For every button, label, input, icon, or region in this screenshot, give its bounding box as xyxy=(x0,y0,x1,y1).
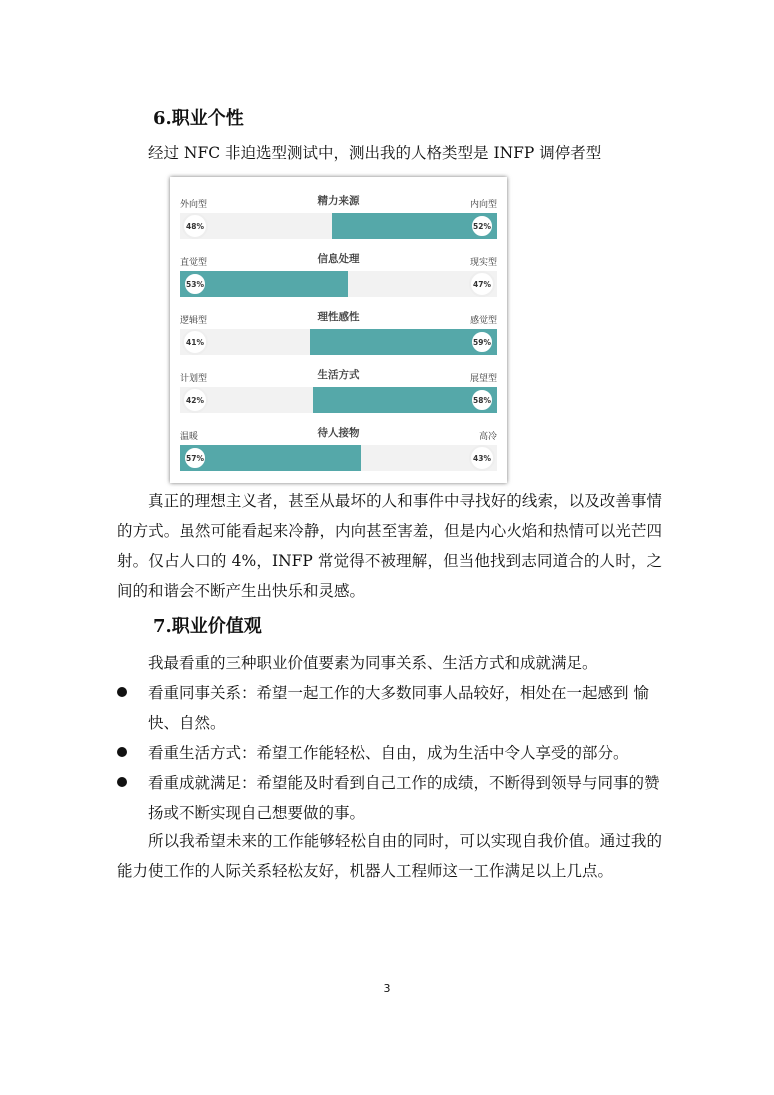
bar-track xyxy=(180,387,497,413)
section-7-conclusion: 所以我希望未来的工作能够轻松自由的同时，可以实现自我价值。通过我的能力使工作的人际关系轻松友好，机器人工程师这一工作满足以上几点。 xyxy=(117,832,662,880)
bar-track xyxy=(180,445,497,471)
dimension-title: 精力来源 xyxy=(317,195,360,207)
dimension-row xyxy=(170,421,507,479)
dimension-row xyxy=(170,363,507,421)
list-item xyxy=(117,678,662,738)
right-percent-badge: 47% xyxy=(469,271,495,297)
right-type-label: 感觉型 xyxy=(469,316,497,326)
dimension-row xyxy=(170,189,507,247)
personality-chart xyxy=(170,177,507,483)
right-type-label: 内向型 xyxy=(469,200,497,210)
dimension-title: 理性感性 xyxy=(317,311,360,323)
right-percent-badge: 58% xyxy=(469,387,495,413)
section-6-body: 真正的理想主义者，甚至从最坏的人和事件中寻找好的线索，以及改善事情的方式。虽然可能看起来冷静，内向甚至害羞，但是内心火焰和热情可以光芒四射。仅占人口的 4%，INFP 常觉得不被理解，但当他找到志同道合的人时，之间的和谐会不断产生出快乐和灵感。 xyxy=(117,492,662,600)
list-item xyxy=(117,738,662,768)
dimension-title: 待人接物 xyxy=(317,427,360,439)
section-6-intro: 经过 NFC 非迫选型测试中，测出我的人格类型是 INFP 调停者型 xyxy=(148,144,602,162)
left-percent-badge: 41% xyxy=(182,329,208,355)
left-type-label: 直觉型 xyxy=(180,258,208,268)
section-7-heading: 7.职业价值观 xyxy=(153,616,262,637)
right-type-label: 展望型 xyxy=(469,374,497,384)
left-percent-badge: 48% xyxy=(182,213,208,239)
dimension-row xyxy=(170,247,507,305)
right-percent-badge: 43% xyxy=(469,445,495,471)
left-percent-badge: 57% xyxy=(182,445,208,471)
bullet-icon xyxy=(117,747,127,757)
bar-track xyxy=(180,329,497,355)
bar-track xyxy=(180,271,497,297)
bullet-icon xyxy=(117,777,127,787)
right-type-label: 高冷 xyxy=(478,432,497,442)
left-type-label: 外向型 xyxy=(180,200,208,210)
bullet-icon xyxy=(117,687,127,697)
dimension-row xyxy=(170,305,507,363)
bullet-text: 看重成就满足：希望能及时看到自己工作的成绩，不断得到领导与同事的赞扬或不断实现自己想要做的事。 xyxy=(148,774,660,822)
bar-track xyxy=(180,213,497,239)
dimension-title: 信息处理 xyxy=(317,253,360,265)
list-item xyxy=(117,768,662,828)
dimension-title: 生活方式 xyxy=(317,369,360,381)
left-type-label: 温暖 xyxy=(180,432,199,442)
page-number: 3 xyxy=(383,982,391,995)
right-type-label: 现实型 xyxy=(469,258,497,268)
bullet-text: 看重生活方式：希望工作能轻松、自由，成为生活中令人享受的部分。 xyxy=(148,744,629,762)
bullet-text: 看重同事关系：希望一起工作的大多数同事人品较好，相处在一起感到 愉快、自然。 xyxy=(148,684,649,732)
left-percent-badge: 42% xyxy=(182,387,208,413)
left-percent-badge: 53% xyxy=(182,271,208,297)
section-7-intro: 我最看重的三种职业价值要素为同事关系、生活方式和成就满足。 xyxy=(148,654,598,672)
section-6-heading: 6.职业个性 xyxy=(153,108,244,129)
left-type-label: 计划型 xyxy=(180,374,208,384)
right-percent-badge: 59% xyxy=(469,329,495,355)
left-type-label: 逻辑型 xyxy=(180,316,208,326)
right-percent-badge: 52% xyxy=(469,213,495,239)
